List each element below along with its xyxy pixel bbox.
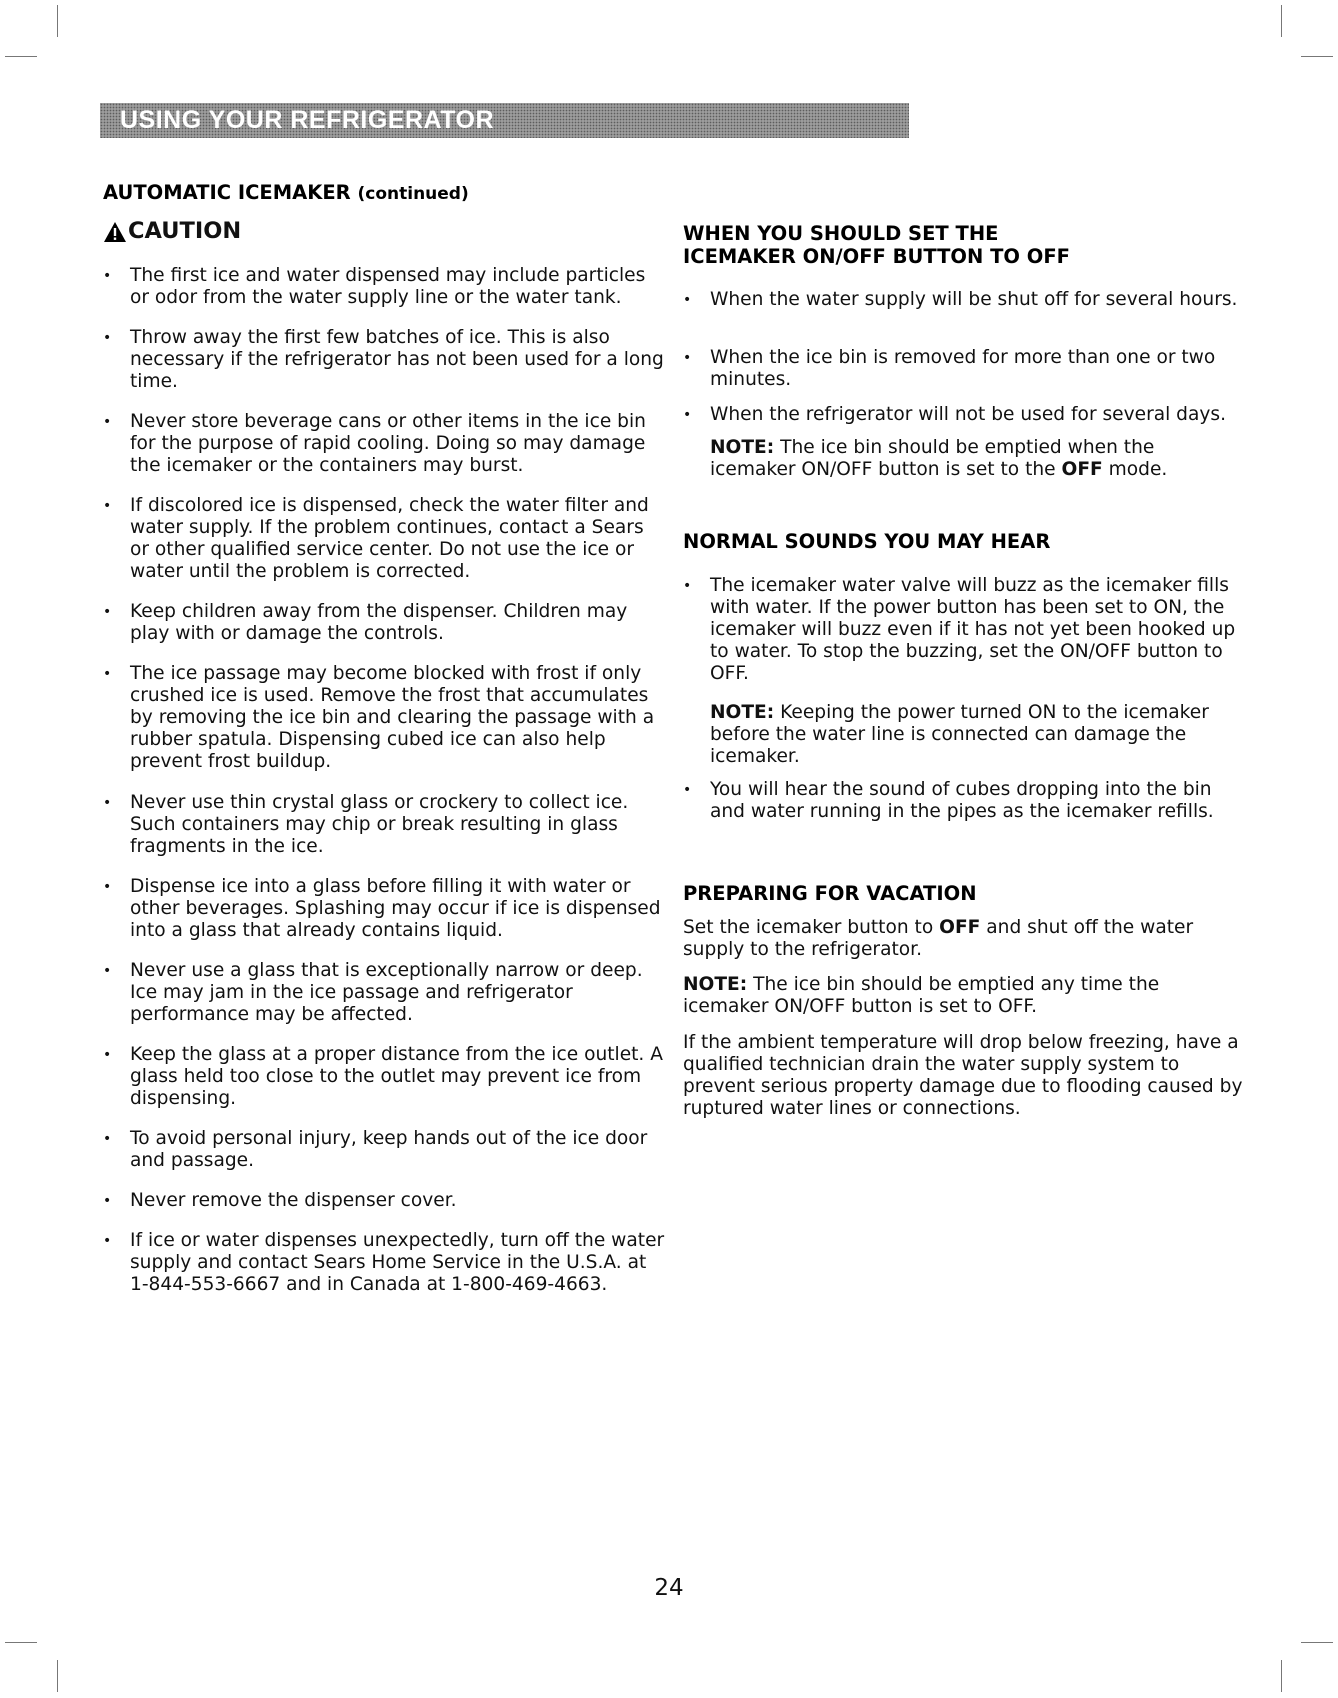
crop-mark-bottom-right-vertical: [1281, 1660, 1282, 1692]
bullet-icon: •: [103, 666, 112, 682]
heading-text: AUTOMATIC ICEMAKER: [103, 181, 351, 204]
note-bold: OFF: [1061, 459, 1103, 480]
vacation-note: [683, 974, 1243, 1018]
bullet-icon: •: [683, 578, 692, 594]
bullet-icon: •: [103, 414, 112, 430]
note-text: The ice bin should be emptied when the icemaker ON/OFF button is set to the: [710, 437, 1155, 480]
vacation-paragraph: [683, 917, 1243, 961]
note-text-end: mode.: [1108, 459, 1168, 480]
bullet-icon: •: [103, 604, 112, 620]
crop-mark-top-right-horizontal: [1301, 56, 1333, 57]
crop-mark-top-left-vertical: [57, 5, 58, 37]
sounds-note: [710, 702, 1243, 768]
bullet-icon: •: [103, 1193, 112, 1209]
page-number: 24: [654, 1575, 684, 1601]
crop-mark-bottom-left-vertical: [57, 1660, 58, 1692]
vacation-freeze-paragraph: If the ambient temperature will drop below freezing, have a qualified technician drain the water supply system to prevent serious property damage due to flooding caused by ruptured water lines or connections.: [683, 1032, 1243, 1119]
note-text: Keeping the power turned ON to the icemaker before the water line is connected can damage the icemaker.: [710, 702, 1209, 767]
bullet-icon: •: [103, 330, 112, 346]
paragraph-text-end: and shut off the water supply to the refrigerator.: [683, 917, 1194, 960]
note-label: NOTE:: [683, 974, 748, 995]
bullet-icon: •: [683, 407, 692, 423]
bullet-icon: •: [103, 268, 112, 284]
bullet-icon: •: [683, 350, 692, 366]
caution-text: CAUTION: [128, 218, 242, 244]
when-off-note: [710, 437, 1243, 481]
bullet-icon: •: [103, 1233, 112, 1249]
note-text: The ice bin should be emptied any time the icemaker ON/OFF button is set to OFF.: [683, 974, 1160, 1017]
bullet-icon: •: [103, 963, 112, 979]
crop-mark-bottom-left-horizontal: [5, 1642, 37, 1643]
bullet-icon: •: [103, 1131, 112, 1147]
preparing-vacation-heading: PREPARING FOR VACATION: [683, 882, 977, 905]
note-label: NOTE:: [710, 437, 775, 458]
bullet-icon: •: [683, 292, 692, 308]
bullet-icon: •: [103, 879, 112, 895]
caution-label: [103, 218, 241, 245]
crop-mark-top-left-horizontal: [5, 56, 37, 57]
automatic-icemaker-heading: [103, 181, 668, 206]
bullet-icon: •: [103, 795, 112, 811]
section-banner: [100, 103, 909, 138]
note-label: NOTE:: [710, 702, 775, 723]
bullet-icon: •: [103, 1047, 112, 1063]
warning-triangle-icon: [103, 221, 127, 243]
banner-title: USING YOUR REFRIGERATOR: [120, 106, 495, 134]
when-off-heading: WHEN YOU SHOULD SET THE ICEMAKER ON/OFF BUTTON TO OFF: [683, 222, 1070, 268]
crop-mark-bottom-right-horizontal: [1301, 1642, 1333, 1643]
bullet-icon: •: [683, 782, 692, 798]
heading-suffix: (continued): [357, 184, 469, 204]
normal-sounds-heading: NORMAL SOUNDS YOU MAY HEAR: [683, 530, 1051, 553]
paragraph-text: Set the icemaker button to: [683, 917, 934, 938]
paragraph-bold: OFF: [939, 917, 981, 938]
crop-mark-top-right-vertical: [1281, 5, 1282, 37]
bullet-icon: •: [103, 498, 112, 514]
